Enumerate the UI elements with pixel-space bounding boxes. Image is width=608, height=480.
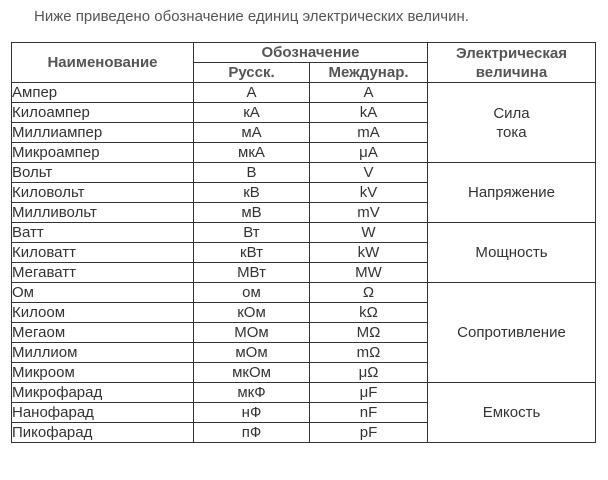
quantity-label: Сила тока xyxy=(493,104,530,141)
table-row xyxy=(12,283,596,303)
unit-name-cell: Микроом xyxy=(12,363,194,383)
unit-intl-symbol-cell: V xyxy=(310,163,428,183)
unit-intl-symbol-cell: kV xyxy=(310,183,428,203)
unit-name-cell: Ватт xyxy=(12,223,194,243)
unit-rus-symbol-cell: А xyxy=(194,83,310,103)
unit-rus-symbol-cell: мкФ xyxy=(194,383,310,403)
unit-intl-symbol-cell: pF xyxy=(310,423,428,443)
unit-name-cell: Ампер xyxy=(12,83,194,103)
unit-name-cell: Миллиампер xyxy=(12,123,194,143)
units-table xyxy=(11,42,596,443)
header-quantity xyxy=(428,43,596,83)
quantity-cell xyxy=(428,223,596,283)
unit-intl-symbol-cell: μA xyxy=(310,143,428,163)
unit-intl-symbol-cell: μΩ xyxy=(310,363,428,383)
unit-intl-symbol-cell: kW xyxy=(310,243,428,263)
quantity-cell xyxy=(428,83,596,163)
table-row xyxy=(12,163,596,183)
header-quantity-text: Электрическая величина xyxy=(455,44,567,81)
unit-intl-symbol-cell: mV xyxy=(310,203,428,223)
unit-rus-symbol-cell: кВт xyxy=(194,243,310,263)
unit-intl-symbol-cell: kA xyxy=(310,103,428,123)
unit-rus-symbol-cell: кА xyxy=(194,103,310,123)
quantity-label: Мощность xyxy=(475,244,548,261)
unit-name-cell: Нанофарад xyxy=(12,403,194,423)
unit-intl-symbol-cell: kΩ xyxy=(310,303,428,323)
unit-intl-symbol-cell: mΩ xyxy=(310,343,428,363)
unit-name-cell: Миллиом xyxy=(12,343,194,363)
header-name: Наименование xyxy=(12,43,194,83)
header-intl: Междунар. xyxy=(310,63,428,83)
table-row xyxy=(12,83,596,103)
quantity-label: Напряжение xyxy=(468,184,555,201)
unit-name-cell: Мегаватт xyxy=(12,263,194,283)
header-designation: Обозначение xyxy=(194,43,428,63)
intro-text: Ниже приведено обозначение единиц электрических величин. xyxy=(34,8,469,25)
unit-rus-symbol-cell: МВт xyxy=(194,263,310,283)
table-header xyxy=(12,43,596,83)
unit-intl-symbol-cell: mA xyxy=(310,123,428,143)
unit-name-cell: Пикофарад xyxy=(12,423,194,443)
unit-name-cell: Килоампер xyxy=(12,103,194,123)
unit-name-cell: Микрофарад xyxy=(12,383,194,403)
unit-intl-symbol-cell: μF xyxy=(310,383,428,403)
unit-rus-symbol-cell: мкОм xyxy=(194,363,310,383)
table-row xyxy=(12,223,596,243)
unit-rus-symbol-cell: кВ xyxy=(194,183,310,203)
unit-name-cell: Милливольт xyxy=(12,203,194,223)
table-row xyxy=(12,383,596,403)
unit-intl-symbol-cell: MW xyxy=(310,263,428,283)
quantity-label: Емкость xyxy=(482,404,541,421)
quantity-label: Сопротивление xyxy=(457,324,566,341)
unit-intl-symbol-cell: W xyxy=(310,223,428,243)
unit-name-cell: Вольт xyxy=(12,163,194,183)
unit-rus-symbol-cell: мВ xyxy=(194,203,310,223)
unit-name-cell: Ом xyxy=(12,283,194,303)
unit-rus-symbol-cell: Вт xyxy=(194,223,310,243)
unit-name-cell: Килоом xyxy=(12,303,194,323)
unit-rus-symbol-cell: В xyxy=(194,163,310,183)
unit-rus-symbol-cell: кОм xyxy=(194,303,310,323)
unit-rus-symbol-cell: мкА xyxy=(194,143,310,163)
unit-name-cell: Киловольт xyxy=(12,183,194,203)
unit-name-cell: Мегаом xyxy=(12,323,194,343)
table-body xyxy=(12,83,596,443)
unit-intl-symbol-cell: Ω xyxy=(310,283,428,303)
unit-rus-symbol-cell: мА xyxy=(194,123,310,143)
unit-rus-symbol-cell: мОм xyxy=(194,343,310,363)
quantity-cell xyxy=(428,383,596,443)
unit-name-cell: Киловатт xyxy=(12,243,194,263)
unit-intl-symbol-cell: nF xyxy=(310,403,428,423)
unit-intl-symbol-cell: MΩ xyxy=(310,323,428,343)
unit-rus-symbol-cell: МОм xyxy=(194,323,310,343)
quantity-cell xyxy=(428,283,596,383)
header-rus: Русск. xyxy=(194,63,310,83)
unit-intl-symbol-cell: A xyxy=(310,83,428,103)
unit-name-cell: Микроампер xyxy=(12,143,194,163)
unit-rus-symbol-cell: пФ xyxy=(194,423,310,443)
quantity-cell xyxy=(428,163,596,223)
unit-rus-symbol-cell: ом xyxy=(194,283,310,303)
unit-rus-symbol-cell: нФ xyxy=(194,403,310,423)
